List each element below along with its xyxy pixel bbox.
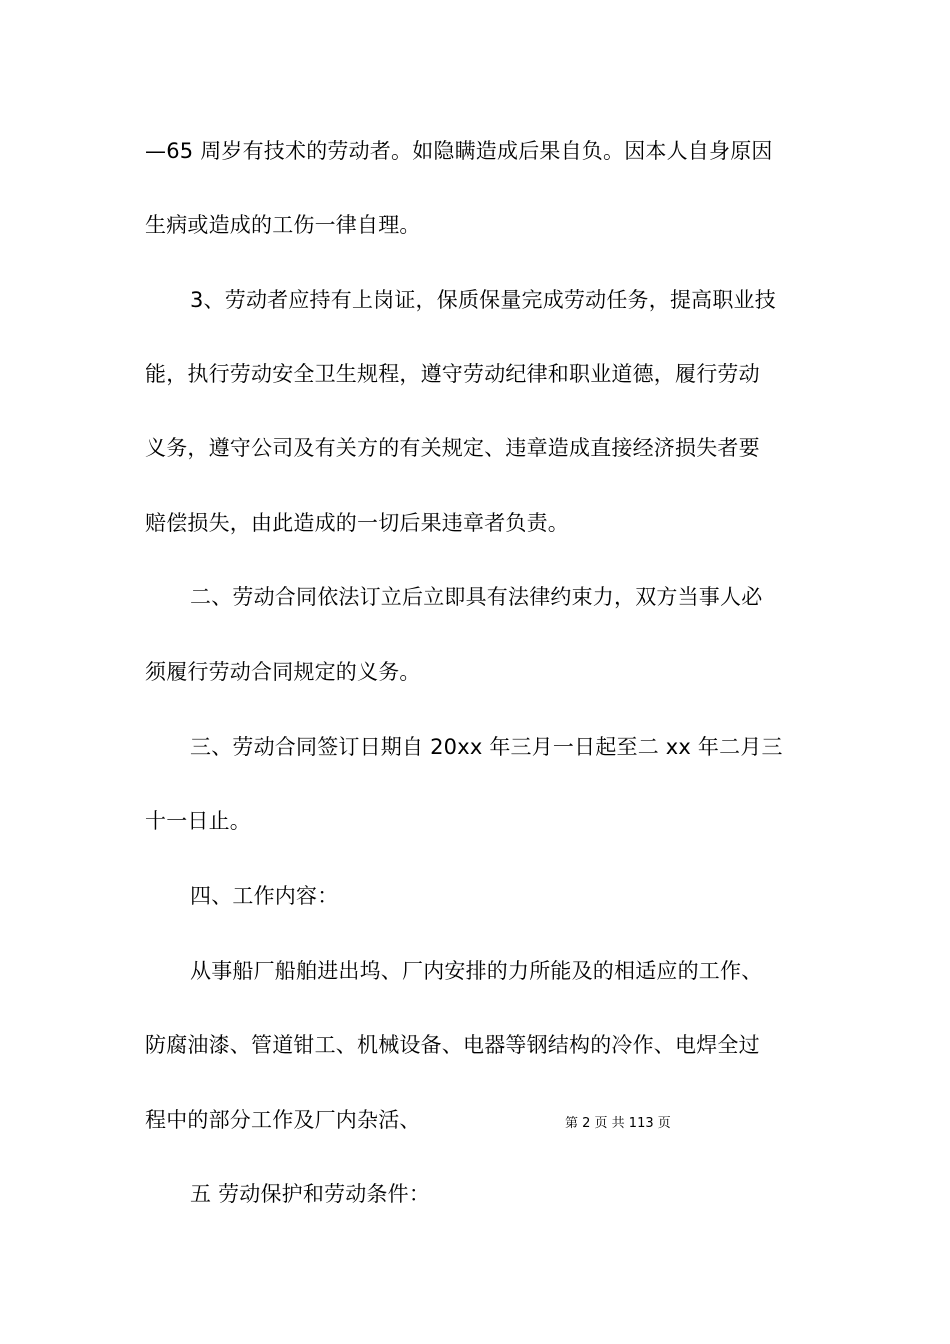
text-line-10: 十一日止。 <box>145 809 251 833</box>
text-line-12: 从事船厂船舶进出坞、厂内安排的力所能及的相适应的工作、 <box>190 959 763 983</box>
text-line-8: 须履行劳动合同规定的义务。 <box>145 660 421 684</box>
text-line-15: 五 劳动保护和劳动条件： <box>190 1182 431 1206</box>
text-line-1: —65 周岁有技术的劳动者。如隐瞒造成后果自负。因本人自身原因 <box>145 139 773 163</box>
text-line-2: 生病或造成的工伤一律自理。 <box>145 213 421 237</box>
text-line-11: 四、工作内容： <box>190 884 339 908</box>
text-line-6: 赔偿损失，由此造成的一切后果违章者负责。 <box>145 511 569 535</box>
text-line-3: 3、劳动者应持有上岗证，保质保量完成劳动任务，提高职业技 <box>190 288 776 312</box>
text-line-4: 能，执行劳动安全卫生规程，遵守劳动纪律和职业道德，履行劳动 <box>145 362 760 386</box>
text-line-14: 程中的部分工作及厂内杂活、 <box>145 1108 421 1132</box>
page-number-footer: 第 2 页 共 113 页 <box>565 1116 671 1131</box>
text-line-13: 防腐油漆、管道钳工、机械设备、电器等钢结构的冷作、电焊全过 <box>145 1033 760 1057</box>
text-line-7: 二、劳动合同依法订立后立即具有法律约束力，双方当事人必 <box>190 585 763 609</box>
text-line-9: 三、劳动合同签订日期自 20xx 年三月一日起至二 xx 年二月三 <box>190 735 783 759</box>
text-line-5: 义务，遵守公司及有关方的有关规定、违章造成直接经济损失者要 <box>145 436 760 460</box>
